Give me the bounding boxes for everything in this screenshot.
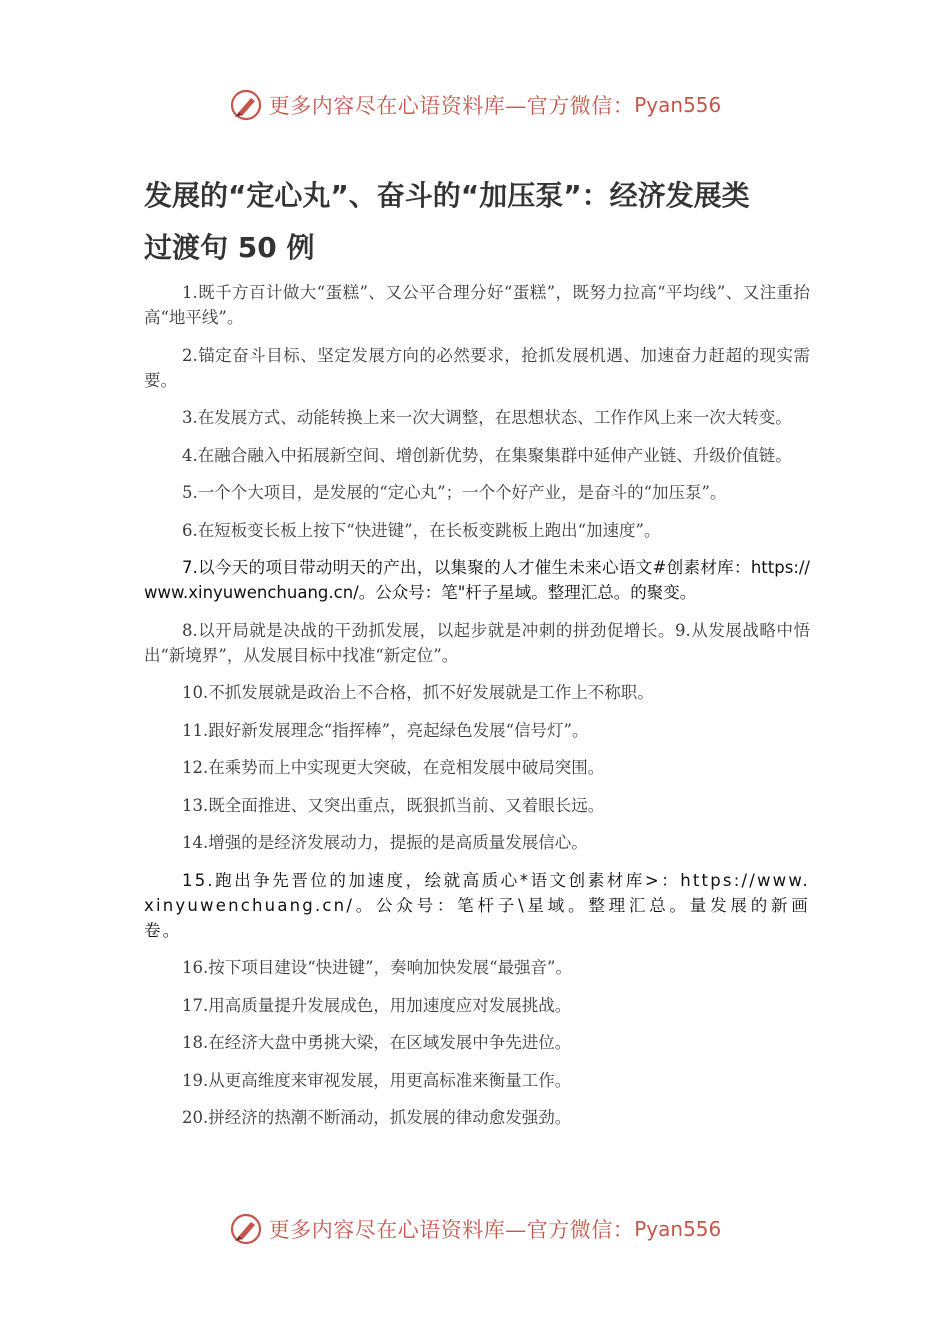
- list-item: 20.拼经济的热潮不断涌动，抓发展的律动愈发强劲。: [182, 1108, 572, 1127]
- list-item: 7.以今天的项目带动明天的产出，以集聚的人才催生未来心语文#创素材库：https://www.xinyuwenchuang.cn/。公众号：笔"杆子星域。整理汇总。的聚变。: [144, 558, 810, 602]
- footer-wechat-id: Pyan556: [634, 1217, 722, 1241]
- list-item: 15.跑出争先晋位的加速度，绘就高质心*语文创素材库>：https://www.xinyuwenchuang.cn/。公众号：笔杆子\星域。整理汇总。量发展的新画卷。: [144, 870, 810, 940]
- list-item: 12.在乘势而上中实现更大突破，在竞相发展中破局突围。: [182, 758, 605, 777]
- document-title-line2: 过渡句 50 例: [144, 231, 315, 264]
- list-item: 19.从更高维度来审视发展，用更高标准来衡量工作。: [182, 1070, 572, 1090]
- document-title: [144, 170, 814, 274]
- list-item: 8.以开局就是决战的干劲抓发展，以起步就是冲刺的拼劲促增长。9.从发展战略中悟出“新境界”，从发展目标中找准“新定位”。: [144, 620, 810, 665]
- header-banner-text: 更多内容尽在心语资料库—官方微信：: [268, 94, 635, 118]
- footer-banner: [0, 1207, 950, 1251]
- footer-banner-text: 更多内容尽在心语资料库—官方微信：: [268, 1218, 635, 1242]
- list-item: 14.增强的是经济发展动力，提振的是高质量发展信心。: [182, 833, 588, 852]
- list-item: 2.锚定奋斗目标、坚定发展方向的必然要求，抢抓发展机遇、加速奋力赶超的现实需要。: [144, 345, 810, 390]
- header-wechat-id: Pyan556: [634, 93, 722, 117]
- list-item: 6.在短板变长板上按下“快进键”，在长板变跳板上跑出“加速度”。: [182, 520, 661, 540]
- document-body: [144, 280, 810, 1143]
- list-item: 17.用高质量提升发展成色，用加速度应对发展挑战。: [182, 995, 572, 1015]
- list-item: 5.一个个大项目，是发展的“定心丸”；一个个好产业，是奋斗的“加压泵”。: [182, 483, 727, 502]
- list-item: 3.在发展方式、动能转换上来一次大调整，在思想状态、工作作风上来一次大转变。: [182, 408, 792, 427]
- list-item: 11.跟好新发展理念“指挥棒”，亮起绿色发展“信号灯”。: [182, 720, 589, 740]
- list-item: 1.既千方百计做大“蛋糕”、又公平合理分好“蛋糕”，既努力拉高“平均线”、又注重抬高“地平线”。: [144, 283, 810, 327]
- pen-circle-logo-icon: [229, 88, 263, 122]
- list-item: 10.不抓发展就是政治上不合格，抓不好发展就是工作上不称职。: [182, 683, 654, 702]
- header-banner: [0, 83, 950, 127]
- list-item: 18.在经济大盘中勇挑大梁，在区域发展中争先进位。: [182, 1033, 572, 1052]
- list-item: 16.按下项目建设“快进键”，奏响加快发展“最强音”。: [182, 958, 572, 977]
- list-item: 13.既全面推进、又突出重点，既狠抓当前、又着眼长远。: [182, 795, 605, 815]
- document-title-line1: 发展的“定心丸”、奋斗的“加压泵”：经济发展类: [144, 179, 750, 212]
- pen-circle-logo-icon: [229, 1212, 263, 1246]
- list-item: 4.在融合融入中拓展新空间、增创新优势，在集聚集群中延伸产业链、升级价值链。: [182, 445, 792, 465]
